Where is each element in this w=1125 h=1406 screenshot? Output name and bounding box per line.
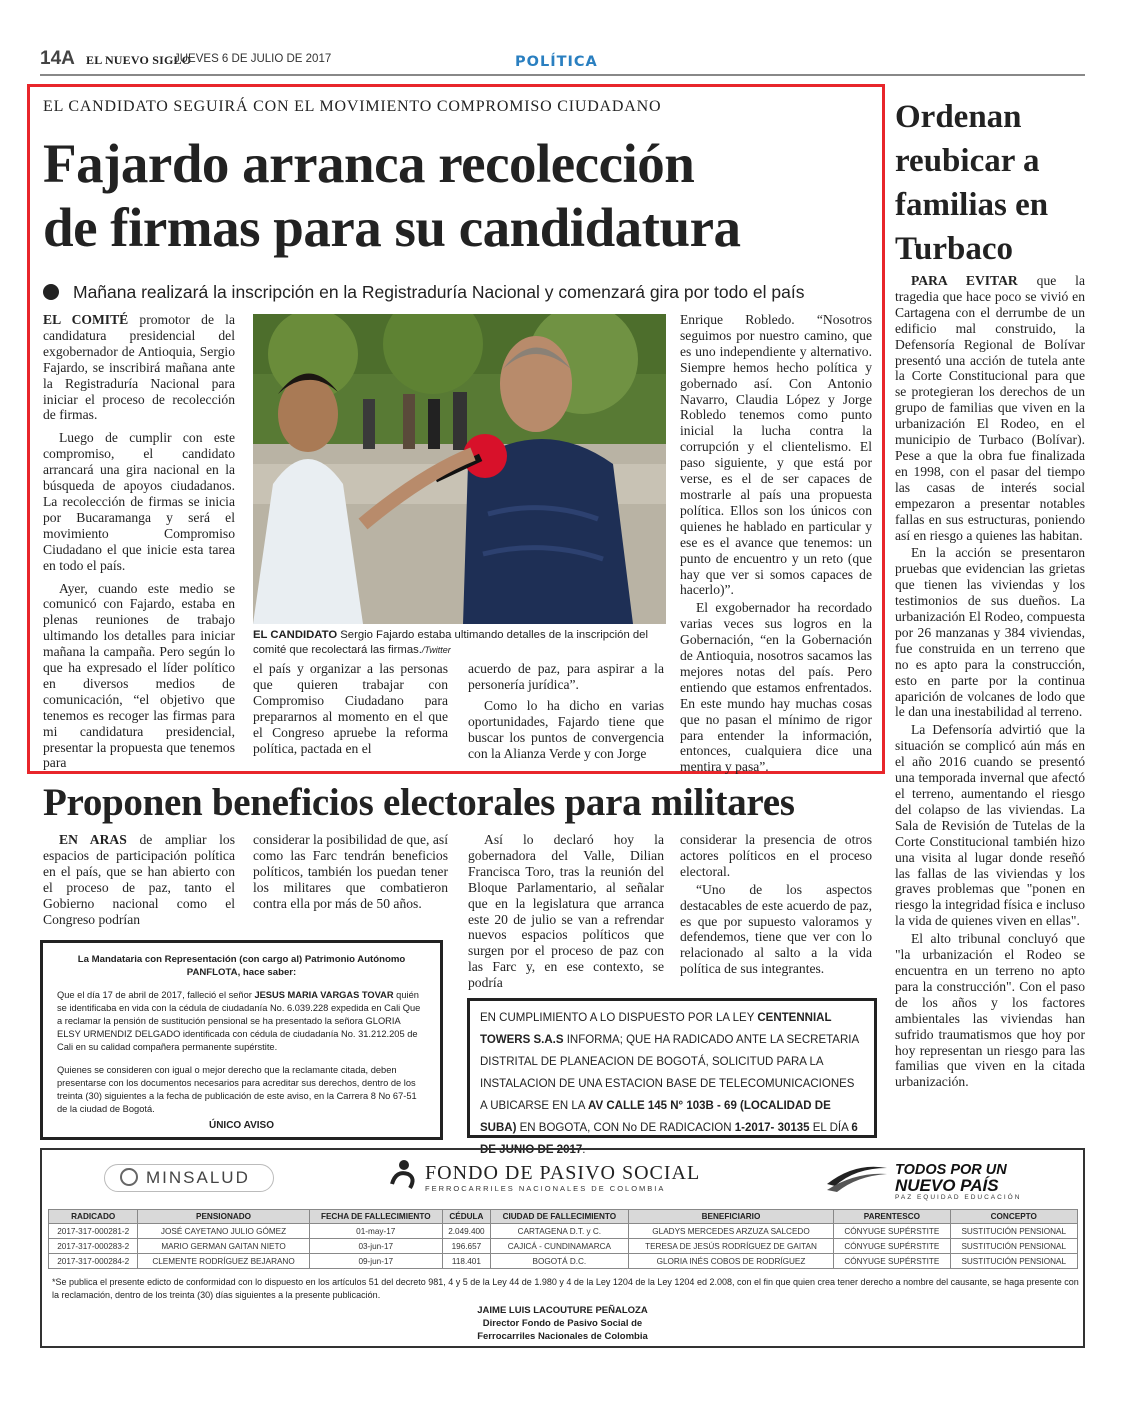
photo-credit: /Twitter (421, 644, 451, 655)
paragraph: Luego de cumplir con este compromiso, el candidato arrancará una gira nacional en la búsqueda de apoyos ciudadanos. La recolección de firmas se inicia por Bucaramanga y será el movimiento Compromiso Ciudadano el que inicie esta tarea en todo el país. (43, 430, 235, 573)
legal-notice-panflota (40, 940, 443, 1140)
column-header: CÉDULA (442, 1210, 490, 1224)
column-header: CONCEPTO (950, 1210, 1077, 1224)
paragraph: considerar la posibilidad de que, así como las Farc tendrán beneficios políticos, también los puedan tener los militares que combatieron contra ella por más de 50 años. (253, 832, 448, 911)
photo-illustration (253, 314, 666, 624)
main-column-1 (43, 312, 235, 771)
paragraph: considerar la presencia de otros actores políticos en el proceso electoral. (680, 832, 872, 879)
column-header: CIUDAD DE FALLECIMIENTO (490, 1210, 628, 1224)
side-headline: Ordenan reubicar a familias en Turbaco (895, 99, 1049, 267)
bullet-icon (43, 284, 59, 300)
signer-title: Ferrocarriles Nacionales de Colombia (477, 1331, 648, 1342)
column-header: FECHA DE FALLECIMIENTO (309, 1210, 442, 1224)
caption-label: EL CANDIDATO (253, 629, 338, 641)
header-rule (40, 74, 1085, 76)
fondo-logo-subtext: FERROCARRILES NACIONALES DE COLOMBIA (425, 1184, 666, 1193)
second-column-4 (680, 832, 872, 977)
story-headline (43, 132, 863, 260)
story-photo (253, 314, 666, 624)
column-header: RADICADO (49, 1210, 138, 1224)
main-column-3 (468, 661, 664, 761)
side-column (895, 273, 1085, 1090)
paragraph: EL COMITÉ promotor de la candidatura presidencial del exgobernador de Antioquia, Sergio Fajardo, se inscribirá mañana ante la Registraduría Nacional para iniciar el proceso de recolección de firmas. (43, 312, 235, 423)
second-headline: Proponen beneficios electorales para militares (43, 781, 795, 824)
paragraph: EN ARAS de ampliar los espacios de participación política en el país, que se han abierto con el proceso de paz, tanto el Gobierno nacional como el Congreso podrían (43, 832, 235, 927)
column-header: PENSIONADO (138, 1210, 309, 1224)
fondo-logo-icon (388, 1158, 420, 1192)
notice-title: La Mandataria con Representación (con cargo al) Patrimonio Autónomo PANFLOTA, hace saber: (77, 954, 406, 978)
paragraph: Así lo declaró hoy la gobernadora del Valle, Dilian Francisca Toro, tras la reunión del Bloque Parlamentario, al señalar que en la legislatura que arranca este 20 de julio se van a refrendar nuevos espacios políticos que surgen por el proceso de paz con las Farc y, en ese contexto, se podría (468, 832, 664, 991)
paragraph: el país y organizar a las personas que quieren trabajar con Compromiso Ciudadano para prepararnos al momento en el que el Congreso apruebe la reforma política, pactada en el (253, 661, 448, 756)
paragraph: acuerdo de paz, para aspirar a la personería jurídica”. (468, 661, 664, 692)
lead-in: EL COMITÉ (43, 312, 129, 327)
paragraph: La Defensoría advirtió que la situación se complicó aún más en el año 2016 cuando se presentó una temporada invernal que afectó el terreno, aumentando el riesgo del colapso de las viviendas. La Sala de Revisión de Tutelas de la Corte Constitucional también hizo una visita al lugar donde reseñó las fallas de las viviendas y los graves problemas que "ponen en riesgo la integridad física e incluso la vida de quienes viven en ellas". (895, 722, 1085, 929)
notice-body: Que el día 17 de abril de 2017, falleció el señor JESUS MARIA VARGAS TOVAR quién se identificaba en vida con la cédula de ciudadanía No. 6.039.228 expedida en Cali Que a reclamar la pensión de sustitución pensional se ha presentado la señora GLORIA ELSY URMENDIZ DELGADO identificada con cédula de ciudadanía No. 31.212.205 de Cali en su calidad compañera permanente supérstite. (57, 990, 421, 1052)
main-column-2 (253, 661, 448, 756)
column-header: PARENTESCO (834, 1210, 950, 1224)
paragraph: “Uno de los aspectos destacables de este acuerdo de paz, es que por supuesto valoramos y defendemos, tiene que ver con lo relacionado al salto a la vida política de sus integrantes. (680, 881, 872, 977)
signer-title: Director Fondo de Pasivo Social de (482, 1318, 643, 1329)
newspaper-name: EL NUEVO SIGLO (86, 53, 192, 67)
table-row: 2017-317-000281-2 JOSÉ CAYETANO JULIO GÓMEZ 01-may-17 2.049.400 CARTAGENA D.T. y C. GLADYS MERCEDES ARZUZA SALCEDO CÓNYUGE SUPÉRSTITE SUSTITUCIÓN PENSIONAL (49, 1224, 1078, 1239)
paragraph: Ayer, cuando este medio se comunicó con Fajardo, estaba en plenas reuniones de trabajo ultimando los detalles para iniciar mañana la campaña. Pero según lo que ha expresado el líder político en diversos medios de comunicación, “el objetivo que tenemos es recoger las firmas para mi candidatura presidencial, presentar la propuesta que tenemos para (43, 580, 235, 771)
column-header: BENEFICIARIO (628, 1210, 833, 1224)
paragraph: PARA EVITAR que la tragedia que hace poco se vivió en Cartagena con el derrumbe de un edificio mal construido, la Defensoría Regional de Bolívar presentó una acción de tutela ante la Corte Constitucional para que se protegieran los derechos de un grupo de familias que viven en la urbanización El Rodeo, en el municipio de Turbaco (Bolívar). Pese a que la obra fue finalizada en 1998, con el pasar del tiempo las casas de interés social empezaron a presentar notables fallas en sus estructuras, poniendo así en riesgo a quienes las habitan. (895, 273, 1085, 543)
headline-line-1: Fajardo arranca recolección (43, 133, 695, 194)
notice-signature: ÚNICO AVISO (208, 1120, 274, 1131)
story-deck (43, 282, 805, 303)
deck-text: Mañana realizará la inscripción en la Registraduría Nacional y comenzará gira por todo el país (73, 282, 805, 302)
lead-in: EN ARAS (59, 832, 127, 847)
lead-in: PARA EVITAR (911, 273, 1018, 288)
story-kicker: EL CANDIDATO SEGUIRÁ CON EL MOVIMIENTO COMPROMISO CIUDADANO (43, 98, 662, 115)
page-number: 14A (40, 48, 75, 69)
second-column-2 (253, 832, 448, 912)
colombia-flag-icon (825, 1160, 889, 1194)
paragraph: En la acción se presentaron pruebas que evidencian las grietas que tienen las viviendas y los testimonios de sus dueños. La urbanización El Rodeo, compuesta por 26 manzanas y 384 viviendas, fue construida en un terreno que no es apto para la construcción, esto en parte por la continua aparición de volcanes de lodo que le dan una inestabilidad al terreno. (895, 545, 1085, 720)
paragraph: El alto tribunal concluyó que "la urbanización el Rodeo se encuentra en un terreno no apto para la construcción". Con el paso de los años y los factores ambientales las viviendas han sufrido traumatismos que hoy por hoy representan un riesgo para las familias que viven en la citada urbanización. (895, 931, 1085, 1090)
second-column-3 (468, 832, 664, 991)
pension-table (48, 1209, 1078, 1269)
notice-body-2: Quienes se consideren con igual o mejor derecho que la reclamante citada, deben presentarse con los documentos necesarios para acreditar sus derechos, dentro de los treinta (30) siguientes a la fecha de publicación de este aviso, en la Carrera 8 No 67-51 de la ciudad de Bogotá. (57, 1065, 417, 1114)
table-row: 2017-317-000283-2 MARIO GERMAN GAITAN NIETO 03-jun-17 196.657 CAJICÁ - CUNDINAMARCA TERESA DE JESÚS RODRÍGUEZ DE GAITAN CÓNYUGE SUPÉRSTITE SUSTITUCIÓN PENSIONAL (49, 1239, 1078, 1254)
fondo-logo-text: FONDO DE PASIVO SOCIAL (425, 1162, 701, 1184)
photo-caption: EL CANDIDATO Sergio Fajardo estaba ultimando detalles de la inscripción del comité que recolectará las firmas./Twitter (253, 629, 648, 656)
edict-signature (40, 1304, 1085, 1343)
logo-tagline: PAZ EQUIDAD EDUCACIÓN (895, 1194, 1022, 1201)
headline-line-2: de firmas para su candidatura (43, 197, 741, 258)
signer-name: JAIME LUIS LACOUTURE PEÑALOZA (477, 1305, 648, 1316)
paragraph: El exgobernador ha recordado varias veces sus logros en la Gobernación, “en la Gobernación de Antioquia, nosotros sacamos las mejores notas del país. Pero entiendo que estamos enfrentados. En este mundo hay muchas cosas que no pasan el mínimo de rigor para entender la información, entonces, cualquiera dice una mentira y pasa”. (680, 600, 872, 775)
paragraph: Como lo ha dicho en varias oportunidades, Fajardo tiene que buscar los puntos de convergencia con la Alianza Verde y con Jorge (468, 697, 664, 761)
deceased-name: JESUS MARIA VARGAS TOVAR (254, 990, 394, 1000)
minsalud-logo: MINSALUD (120, 1168, 250, 1188)
table-row: 2017-317-000284-2 CLEMENTE RODRÍGUEZ BEJARANO 09-jun-17 118.401 BOGOTÁ D.C. GLORIA INÉS COBOS DE RODRÍGUEZ CÓNYUGE SUPÉRSTITE SUSTITUCIÓN PENSIONAL (49, 1254, 1078, 1269)
seal-icon (120, 1168, 138, 1186)
legal-notice-towers: EN CUMPLIMIENTO A LO DISPUESTO POR LA LEY CENTENNIAL TOWERS S.A.S INFORMA; QUE HA RADICADO ANTE LA SECRETARIA DISTRITAL DE PLANEACION DE BOGOTÁ, SOLICITUD PARA LA INSTALACION DE UNA ESTACION BASE DE TELECOMUNICACIONES A UBICARSE EN LA AV CALLE 145 N° 103B - 69 (LOCALIDAD DE SUBA) EN BOGOTA, CON No DE RADICACION 1-2017- 30135 EL DÍA 6 DE JUNIO DE 2017. (467, 998, 877, 1138)
paragraph: Enrique Robledo. “Nosotros seguimos por nuestro camino, que es uno independiente y alternativo. Siempre hemos hecho política y gobernado así. Con Antonio Navarro, Claudia López y Jorge Robledo tenemos como punto inicial la lucha contra la corrupción y el clientelismo. El paso siguiente, y que está por verse, es el de ser capaces de mostrarle al país una propuesta política. Ellos son los únicos con quienes he hablado en particular y ese es el avance que tenemos: un punto de encuentro y un reto (que hay que ver si somos capaces de hacerlo)”. (680, 312, 872, 598)
second-column-1 (43, 832, 235, 927)
main-column-4 (680, 312, 872, 775)
table-header-row (49, 1210, 1078, 1224)
todos-por-un-nuevo-pais-logo: TODOS POR UN NUEVO PAÍS (895, 1162, 1007, 1195)
section-title: POLÍTICA (515, 54, 598, 70)
edict-note: *Se publica el presente edicto de conformidad con lo dispuesto en los artículos 51 del decreto 981, 4 y 5 de la Ley 44 de 1.980 y 4 de la Ley 1204 de la Ley 1204 ed 2.008, con el fin que quien crea tener derecho a nombre del causante, se haga presente con la reclamación, dentro de los treinta (30) días siguientes a la presente publicación. (52, 1277, 1079, 1300)
publication-date: JUEVES 6 DE JULIO DE 2017 (174, 53, 332, 65)
